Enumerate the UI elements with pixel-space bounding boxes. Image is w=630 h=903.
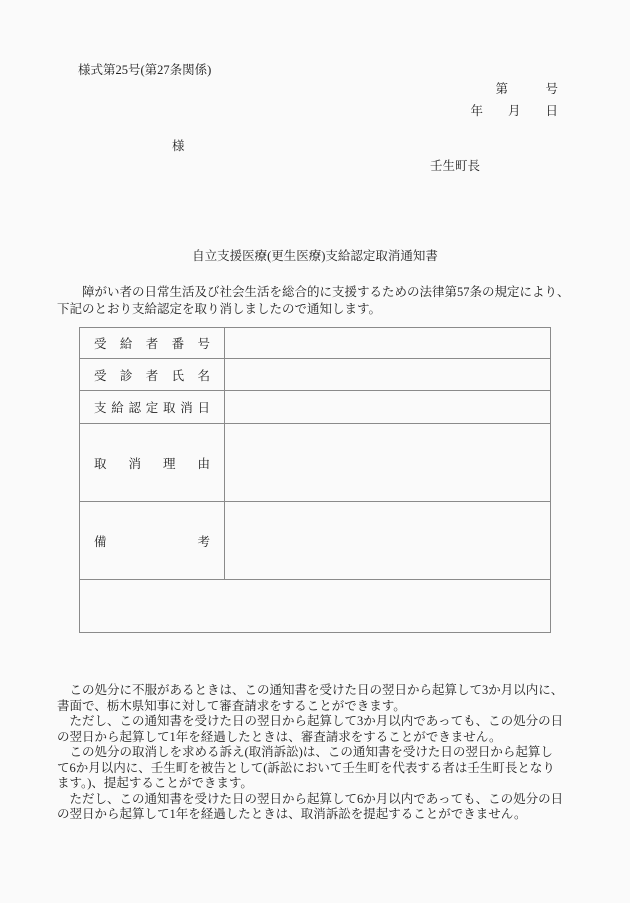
blank-footer-value [80,580,551,633]
text-line: て6か月以内に、壬生町を被告として(訴訟において壬生町を代表する者は壬生町長となり [57,760,555,775]
text-line: の翌日から起算して1年を経過したときは、取消訴訟を提起することができません。 [57,807,527,821]
cancellation-date-label: 支給認定取消日 [80,391,225,424]
recipient-number-label: 受給者番号 [80,328,225,359]
cancellation-reason-value [225,424,551,502]
text-line: ただし、この通知書を受けた日の翌日から起算して6か月以内であっても、この処分の日 [57,791,564,806]
remarks-label: 備考 [80,502,225,580]
text-line: ます。)、提起することができます。 [57,776,253,790]
text-line: この処分の取消しを求める訴え(取消訴訟)は、この通知書を受けた日の翌日から起算し [57,745,553,759]
remarks-value [225,502,551,580]
table-row-recipient-number [80,328,551,359]
table-row-cancellation-reason [80,424,551,502]
appeal-notes [57,683,572,823]
recipient-number-value [225,328,551,359]
document-number-line: 第 号 [495,82,558,96]
date-line: 年 月 日 [470,104,558,118]
sender-name: 壬生町長 [430,159,481,173]
table-row-blank-footer [80,580,551,633]
document-title: 自立支援医療(更生医療)支給認定取消通知書 [192,249,438,263]
text-line: の翌日から起算して1年を経過したときは、審査請求をすることができません。 [57,729,502,744]
text-line: 書面で、栃木県知事に対して審査請求をすることができます。 [57,698,406,713]
addressee-line: 様 [172,139,185,153]
text-line: ただし、この通知書を受けた日の翌日から起算して3か月以内であっても、この処分の日 [57,714,564,728]
intro-paragraph [57,284,572,318]
text-line: 下記のとおり支給認定を取り消しましたので通知します。 [57,302,382,316]
patient-name-value [225,359,551,391]
table-row-patient-name [80,359,551,391]
cancellation-date-value [225,391,551,424]
table-row-cancellation-date [80,391,551,424]
notice-table [79,327,551,633]
form-number: 様式第25号(第27条関係) [78,63,212,77]
cancellation-reason-label: 取消理由 [80,424,225,502]
text-line: この処分に不服があるときは、この通知書を受けた日の翌日から起算して3か月以内に、 [57,683,564,697]
patient-name-label: 受診者氏名 [80,359,225,391]
text-line: 障がい者の日常生活及び社会生活を総合的に支援するための法律第57条の規定により、 [57,285,570,299]
table-row-remarks [80,502,551,580]
